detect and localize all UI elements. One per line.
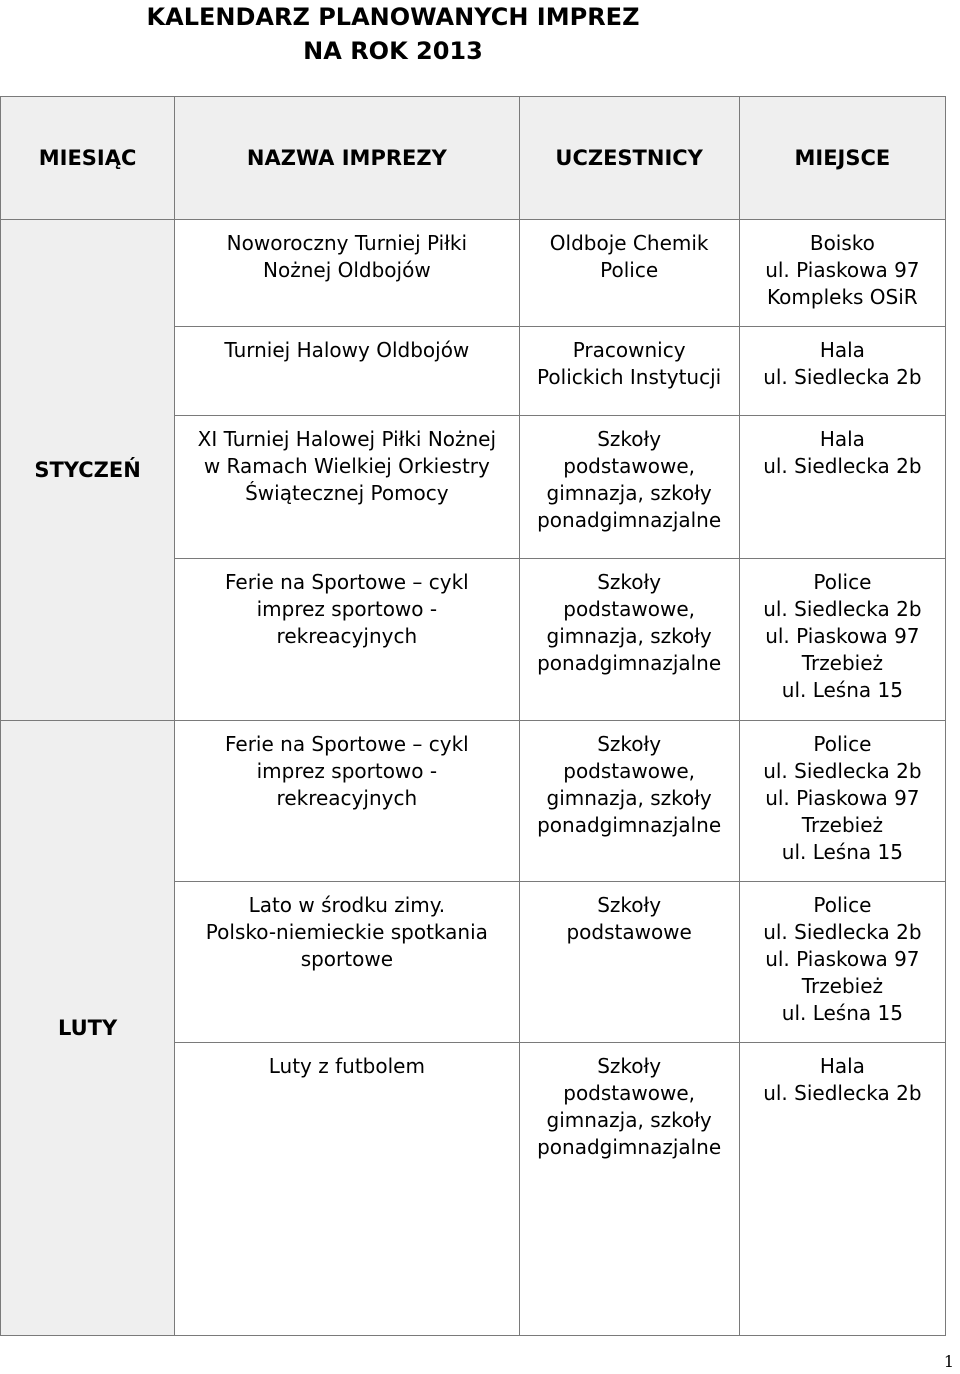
place-line: Trzebież <box>801 651 884 675</box>
place-line: Trzebież <box>801 974 884 998</box>
participants-line: gimnazja, szkoły <box>546 481 712 505</box>
header-participants: UCZESTNICY <box>519 97 739 220</box>
document-title <box>0 0 786 68</box>
table-row <box>1 721 946 882</box>
event-name-cell <box>175 882 519 1043</box>
participants-line: gimnazja, szkoły <box>546 1108 712 1132</box>
place-line: Hala <box>819 427 865 451</box>
page-number: 1 <box>943 1352 954 1371</box>
place-line: ul. Siedlecka 2b <box>763 1081 922 1105</box>
participants-line: Pracownicy <box>572 338 686 362</box>
participants-cell <box>519 416 739 559</box>
place-line: ul. Leśna 15 <box>781 840 903 864</box>
participants-line: Oldboje Chemik <box>549 231 709 255</box>
participants-line: Szkoły <box>597 1054 662 1078</box>
event-line: Turniej Halowy Oldbojów <box>224 338 470 362</box>
table-row <box>1 220 946 327</box>
event-line: Świątecznej Pomocy <box>245 481 449 505</box>
events-calendar-table <box>0 96 946 1336</box>
participants-line: podstawowe, <box>563 1081 696 1105</box>
event-line: imprez sportowo - <box>256 759 438 783</box>
participants-cell <box>519 220 739 327</box>
title-line-2: NA ROK 2013 <box>303 37 483 65</box>
place-line: ul. Piaskowa 97 <box>765 947 920 971</box>
place-cell <box>739 416 945 559</box>
header-place: MIEJSCE <box>739 97 945 220</box>
participants-cell <box>519 882 739 1043</box>
header-month: MIESIĄC <box>1 97 175 220</box>
place-line: Boisko <box>809 231 875 255</box>
event-line: w Ramach Wielkiej Orkiestry <box>203 454 490 478</box>
participants-cell <box>519 721 739 882</box>
event-line: Lato w środku zimy. <box>248 893 446 917</box>
participants-cell <box>519 559 739 721</box>
place-line: Police <box>813 570 872 594</box>
participants-line: Szkoły <box>597 732 662 756</box>
participants-cell <box>519 1043 739 1336</box>
place-line: ul. Piaskowa 97 <box>765 624 920 648</box>
place-line: ul. Siedlecka 2b <box>763 920 922 944</box>
place-line: Kompleks OSiR <box>767 285 918 309</box>
place-cell <box>739 327 945 416</box>
place-cell <box>739 220 945 327</box>
event-line: imprez sportowo - <box>256 597 438 621</box>
event-name-cell <box>175 220 519 327</box>
month-february: LUTY <box>1 721 175 1336</box>
place-line: Police <box>813 732 872 756</box>
participants-line: Szkoły <box>597 427 662 451</box>
event-line: Luty z futbolem <box>268 1054 425 1078</box>
participants-line: gimnazja, szkoły <box>546 786 712 810</box>
event-line: Ferie na Sportowe – cykl <box>224 570 469 594</box>
participants-line: ponadgimnazjalne <box>537 813 722 837</box>
place-line: Hala <box>819 1054 865 1078</box>
participants-line: podstawowe, <box>563 759 696 783</box>
event-line: XI Turniej Halowej Piłki Nożnej <box>197 427 497 451</box>
participants-line: podstawowe, <box>563 454 696 478</box>
title-line-1: KALENDARZ PLANOWANYCH IMPREZ <box>146 3 640 31</box>
place-line: ul. Piaskowa 97 <box>765 786 920 810</box>
participants-line: Police <box>600 258 659 282</box>
place-line: ul. Siedlecka 2b <box>763 454 922 478</box>
event-line: Noworoczny Turniej Piłki <box>226 231 468 255</box>
event-line: Ferie na Sportowe – cykl <box>224 732 469 756</box>
header-event-name: NAZWA IMPREZY <box>175 97 519 220</box>
participants-line: podstawowe <box>566 920 692 944</box>
event-name-cell <box>175 327 519 416</box>
place-line: ul. Siedlecka 2b <box>763 597 922 621</box>
place-line: ul. Leśna 15 <box>781 1001 903 1025</box>
event-line: rekreacyjnych <box>276 624 418 648</box>
participants-line: Szkoły <box>597 893 662 917</box>
event-line: sportowe <box>300 947 394 971</box>
place-line: ul. Piaskowa 97 <box>765 258 920 282</box>
event-name-cell <box>175 559 519 721</box>
place-cell <box>739 559 945 721</box>
place-line: ul. Siedlecka 2b <box>763 365 922 389</box>
place-line: Trzebież <box>801 813 884 837</box>
place-cell <box>739 721 945 882</box>
event-name-cell <box>175 1043 519 1336</box>
place-cell <box>739 1043 945 1336</box>
participants-line: gimnazja, szkoły <box>546 624 712 648</box>
participants-line: podstawowe, <box>563 597 696 621</box>
participants-cell <box>519 327 739 416</box>
participants-line: ponadgimnazjalne <box>537 651 722 675</box>
event-name-cell <box>175 416 519 559</box>
place-line: ul. Siedlecka 2b <box>763 759 922 783</box>
participants-line: ponadgimnazjalne <box>537 508 722 532</box>
month-january: STYCZEŃ <box>1 220 175 721</box>
participants-line: Szkoły <box>597 570 662 594</box>
place-line: ul. Leśna 15 <box>781 678 903 702</box>
place-cell <box>739 882 945 1043</box>
place-line: Hala <box>819 338 865 362</box>
place-line: Police <box>813 893 872 917</box>
event-line: Nożnej Oldbojów <box>263 258 431 282</box>
table-header-row <box>1 97 946 220</box>
event-name-cell <box>175 721 519 882</box>
participants-line: Polickich Instytucji <box>537 365 722 389</box>
event-line: rekreacyjnych <box>276 786 418 810</box>
participants-line: ponadgimnazjalne <box>537 1135 722 1159</box>
event-line: Polsko-niemieckie spotkania <box>205 920 488 944</box>
